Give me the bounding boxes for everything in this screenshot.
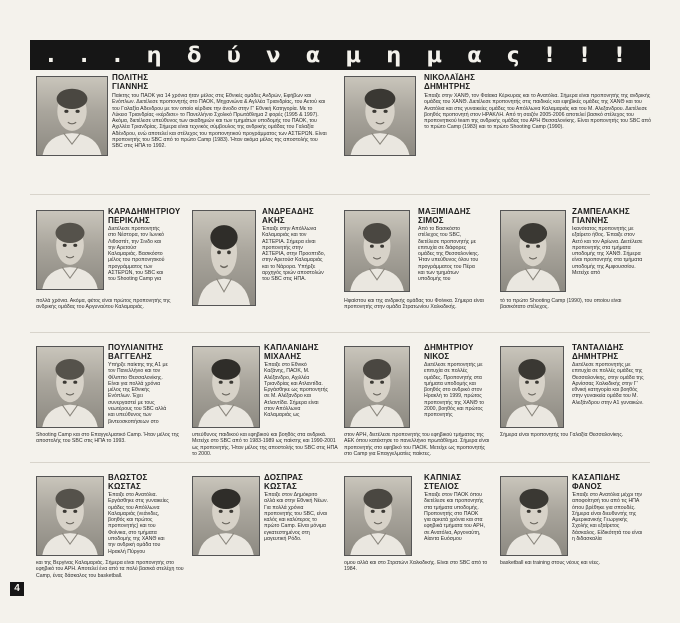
profile-bio: Από το Βασικόστο στέλεχος του SBC, διετέλεσε προπονητής με επιτυχία σε διάφορες ομάδες της Θεσσαλονίκης. Ήταν υπεύθυνος όλου του προγράμματος του Πέρα και των τμημάτων υποδομής του xyxy=(418,226,480,283)
profile-firstname: ΦΑΝΟΣ xyxy=(572,481,602,491)
profile-bio-continued: στον ΑΡΗ, διετέλεσε προπονητής του εφηβικού τμήματος της ΑΕΚ όπου κατέκτησε το πανελλήνιο πρωτάθλημα. Σήμερα είναι προπονητής στο εφηβικό του ΠΑΟΚ. Μετείχε ως προπονητής στο Camp για Επαγγελματίες παίκτες. xyxy=(344,432,490,457)
profile-surname: ΠΟΥΛΙΑΝΙΤΗΣ xyxy=(108,343,164,352)
portrait-photo xyxy=(500,210,566,292)
profile-surname: ΜΑΞΙΜΙΑΔΗΣ xyxy=(418,207,471,216)
profile-firstname: ΠΕΡΙΚΛΗΣ xyxy=(108,215,150,225)
portrait-photo xyxy=(344,210,410,292)
profile-bio-continued: υπεύθυνος παιδικού και εφηβικού και βοηθός στα ανδρικά. Μετείχε στο SBC από το 1983-1989 ως παίκτης και 1990-2001 ως προπονητής. Ήταν μέλος της αποστολής του SBC στις ΗΠΑ το 2000. xyxy=(192,432,338,457)
profile-surname: ΠΟΛΙΤΗΣ xyxy=(112,73,149,82)
profile-surname: ΒΛΩΣΤΟΣ xyxy=(108,473,148,482)
portrait-photo xyxy=(192,210,256,306)
portrait-photo xyxy=(192,476,260,556)
row-divider xyxy=(30,462,650,463)
profile-bio-continued: τό το πρώτο Shooting Camp (1990), του οποίου είναι βασικότατο στέλεχος. xyxy=(500,298,622,311)
portrait-photo xyxy=(344,476,412,556)
profile-name xyxy=(264,474,303,491)
profile-name xyxy=(424,474,461,491)
profile-firstname: ΔΗΜΗΤΡΗΣ xyxy=(424,81,471,91)
profile-bio-continued: και της Βεργίνας Καλαμαριάς. Σήμερα είναι προπονητής στο εφηβικό του ΑΡΗ. Αποτελεί ένα από τα πολύ βασικά στελέχη του Camp, ένας δάσκαλος του basketball. xyxy=(36,560,184,579)
profile-name xyxy=(572,474,620,491)
portrait-photo xyxy=(36,476,104,556)
profile-name xyxy=(418,208,471,225)
profile-bio: Έπαιξε στο Ανατόλια. Εργάσθηκε στις γυναικείες ομάδες του Απόλλωνα Καλαμαριάς (νεάνιδες, βοηθός και πρώτος προπονητής) και του Φοίνικα, στο τμήματα υποδομής της ΧΑΝΘ και την ανδρική ομάδα του Ηρακλή Πύργου xyxy=(108,492,169,555)
profile-name xyxy=(108,474,148,491)
profile-bio: Υπήρξε παίκτης της Α1 με τον Πανελλήνιο και τον Φίλιππο Θεσσαλονίκης. Είναι για πολλά χρόνια μέλος της Εθνικής Ενόπλων. Έχει συνεργαστεί με τους νεωτέρους του SBC αλλά και υπεύθυνος των βιντεοσκοπήσεων στο xyxy=(108,362,168,425)
profile-bio: Έπαιξε στο Ανατόλια μέχρι την αποφοίτησή του από τις ΗΠΑ όπου βρέθηκε για σπουδές. Σήμερα είναι διευθυντής της Αμερικανικής Γεωργικής Σχολής και εξαίρετος δάσκαλος. Είδικότητά του είναι η διδασκαλία xyxy=(572,492,643,543)
profile-firstname: ΚΩΣΤΑΣ xyxy=(264,481,298,491)
profile-surname: ΖΑΜΠΕΛΑΚΗΣ xyxy=(572,207,630,216)
profile-surname: ΚΑΠΛΑΝΙΔΗΣ xyxy=(264,343,319,352)
profile-name xyxy=(264,344,319,361)
profile-surname: ΚΑΠΝΙΑΣ xyxy=(424,473,462,482)
profile-bio: Έπαιξε στον ΠΑΟΚ όπου διετέλεσε και προπονητής στα τμήματα υποδομής. Προπονητής στο ΠΑΟΚ για αρκετά χρόνια και στα εφηβικά τμήματα του ΑΡΗ, σε Ανατόλια, Αργοναύτη, Αίαντα Ευόσμου xyxy=(424,492,485,543)
profile-bio: Έπαιξε στην Απόλλωνα Καλαμαριάς και τον ΑΣΤΕΡΙΑ. Σήμερα είναι προπονητής στην ΑΣΤΕΡΙΑ, στην Προοπτιδο, στην Αρετούσ Καλαμαριάς και το Νάρορα. Υπήρξε αρχηγός τριών αποστολών του SBC στις ΗΠΑ. xyxy=(262,226,326,283)
profile-surname: ΔΟΣΠΡΑΣ xyxy=(264,473,304,482)
row-divider xyxy=(30,194,650,195)
portrait-photo xyxy=(500,476,568,556)
profile-bio: Διετέλεσε προπονητής με επιτυχία σε πολλές ομάδες της Θεσσαλονίκης, στην ομάδα της Αρνίσσας Χαλκιδικής στην Γ' εθνική κατηγορία και βοηθός στην γυναικεία ομάδα του Μ. Αλεξάνδρου στην Α1 γυναικών. xyxy=(572,362,644,406)
profile-bio-continued: basketball και training στους νέους και νέες. xyxy=(500,560,601,566)
profile-firstname: ΓΙΑΝΝΗΣ xyxy=(572,215,609,225)
profile-name xyxy=(108,344,163,361)
profile-firstname: ΣΤΕΛΙΟΣ xyxy=(424,481,460,491)
profile-name xyxy=(108,208,180,225)
profile-name xyxy=(572,208,630,225)
profile-bio: Έπαιξε στην ΧΑΝΘ, τον Φαίακα Κέρκυρας και το Ανατόλια. Σήμερα είναι προπονητής της ανδρικής ομάδας του ΧΑΝΘ. Διετέλεσε προπονητής στις παιδικές και εφηβικές ομάδες της ΧΑΝΘ και του Ανατόλια και στις γυναικείες ομάδες του Απόλλωνα Καλαμαριάς και του Μ. Αλεξανδρου. Διετέλεσε βοηθός προπονητή στον ΗΡΑΚΛΗ. Από τη σαιζόν 2005-2006 αποτελεί βασικό στέλεχος του προπονητικού team της ανδρικής ομάδας του ΑΡΗ Θεσσαλονίκης. Είναι προπονητής του SBC από το πρώτο Camp (1983) και το πρώτο Shooting Camp (1990). xyxy=(424,93,651,131)
profile-bio: Διετέλεσε προπονητής στο Νέστορα, τον Ιωνικό Λιθοσπίτ, την Σινδο και την Αρετούσ Καλαμαριάς. Βασικόστο μέλος του προπονητικού προγράμματος των ΑΣΤΕΡΩΝ, του SBC και του Shooting Camp για xyxy=(108,226,165,283)
profile-bio-continued: Ηφαίστου και της ανδρικής ομάδας του Φοίνικα. Σήμερα είναι προπονητής στην ομάδα Στρατωνίου Χαλκιδικής. xyxy=(344,298,484,311)
profile-firstname: ΚΩΣΤΑΣ xyxy=(108,481,142,491)
profile-surname: ΚΑΣΑΠΙΔΗΣ xyxy=(572,473,621,482)
profile-name xyxy=(112,74,148,91)
profile-name xyxy=(424,74,475,91)
profile-firstname: ΔΗΜΗΤΡΗΣ xyxy=(572,351,619,361)
profile-surname: ΔΗΜΗΤΡΙΟΥ xyxy=(424,343,474,352)
profile-bio-continued: ομου αλλά και στο Στρατώνι Χαλκιδικής. Είναι στο SBC από το 1984. xyxy=(344,560,488,573)
portrait-photo xyxy=(36,346,104,428)
profile-bio: Παίκτης του ΠΑΟΚ για 14 χρόνια ήταν μέλος στις Εθνικές ομάδες Ανδρών, Εφήβων και Ενόπλων. Διετέλεσε προπονητής στο ΠΑΟΚ, Μηχανιώνα & Αγλλέα Τριανδρίας, του Αετού και του Γαλαξία Αδενδρου με τον οποίο κέρδισε την άνοδο στην Γ' Εθνική Κατηγορία. Με το Λύκειο Τριανδρίας «κέρδισε» το Πανελλήνιο Σχολικό Πρωτάθλημα 2 φορές (1995 & 1997). Ακόμα, διετέλεσε υπεύθυνος των ακαδημιών και των τμημάτων υποδομής του ΠΑΟΚ, του Αχιλλέα Τριανδρίας. Σήμερα είναι τεχνικός σύμβουλος της ανδρικής ομάδας του Γαλαξία Αδένδρου, ενώ αποτελεί και στέλεχος του προπονητικού προγράμματος των ΑΣΤΕΡΩΝ. Είναι προπονητής του SBC από το πρώτο Camp (1983). Ήταν ακόμα μέλος της αποστολής του SBC στις ΗΠΑ το 1992. xyxy=(112,93,327,150)
profile-surname: ΝΙΚΟΛΑΪΔΗΣ xyxy=(424,73,476,82)
profile-name xyxy=(262,208,314,225)
profile-bio-continued: Shooting Camp και στο Επαγγελματικό Camp. Ήταν μέλος της αποστολής του SBC στις ΗΠΑ το 1993. xyxy=(36,432,180,445)
profile-bio-continued: πολλά χρόνια. Ακόμα, φέτος είναι πρώτος προπονητής της ανδρικής ομάδας του Αργυναύτου Καλαμαριάς. xyxy=(36,298,171,311)
profile-bio: Διετέλεσε προπονητής με επιτυχία σε πολλές ομάδες. Προπονητής στα τμήματα υποδομής και βοηθός στο ανδρικό στον Ηρακλή το 1999, πρώτος προπονητής της ΧΑΝΘ το 2000, βοηθός και πρώτος προπονητής xyxy=(424,362,484,419)
portrait-photo xyxy=(500,346,564,428)
portrait-photo xyxy=(36,76,108,156)
profile-surname: ΚΑΡΑΔΗΜΗΤΡΙΟΥ xyxy=(108,207,181,216)
profile-firstname: ΒΑΓΓΕΛΗΣ xyxy=(108,351,153,361)
portrait-photo xyxy=(192,346,260,428)
profile-bio: Ικανότατος προπονητής με εξαίρετο ήθος. Έπαιξε στον Αετό και τον Αρίωνα. Διετέλεσε προπονητής στα τμήματα υποδομής της ΧΑΝΘ. Σήμερα είναι προπονητής στα τμήματα υποδομής της Αμφουσσίου. Μετείχε από xyxy=(572,226,643,277)
profile-bio-continued: Σήμερα είναι προπονητής του Γαλαξία Θεσσαλονίκης. xyxy=(500,432,624,438)
portrait-photo xyxy=(344,346,410,428)
page-number: 4 xyxy=(10,582,24,596)
row-divider xyxy=(30,332,650,333)
profile-bio: Έπαιξε στον Δημόκριτο αλλά και στην Εθνική Νέων. Για πολλά χρόνια προπονητής του SBC, είναι καλός και καλύτερος το πρώτο Camp. Είναι μόνιμα εγκατεστημένος στη μαγευτική Ρόδο. xyxy=(264,492,328,543)
profile-surname: ΑΝΔΡΕΑΔΗΣ xyxy=(262,207,314,216)
profile-bio: Έπαιξε στο Εθνικό Καζάνης, ΠΑΟΚ, Μ. Αλέξανδρο, Αχιλλέα Τριανδρίας και Ατλαντίδα. Εργάσθηκε ως προπονητής σε Μ. Αλέξανδρο και Ατλαντίδα. Σήμερα είναι στον Απόλλωνα Καλαμαριάς ως xyxy=(264,362,328,419)
portrait-photo xyxy=(344,76,416,156)
portrait-photo xyxy=(36,210,104,290)
profile-firstname: ΓΙΑΝΝΗΣ xyxy=(112,81,149,91)
page-title-banner: . . . η δ ύ ν α μ η μ α ς ! ! ! xyxy=(30,40,650,70)
profile-firstname: ΣΙΜΟΣ xyxy=(418,215,444,225)
profile-surname: ΤΑΝΤΑΛΙΔΗΣ xyxy=(572,343,624,352)
profile-name xyxy=(424,344,474,361)
profile-firstname: ΜΙΧΑΛΗΣ xyxy=(264,351,302,361)
profile-firstname: ΑΚΗΣ xyxy=(262,215,285,225)
profile-name xyxy=(572,344,624,361)
profile-firstname: ΝΙΚΟΣ xyxy=(424,351,450,361)
